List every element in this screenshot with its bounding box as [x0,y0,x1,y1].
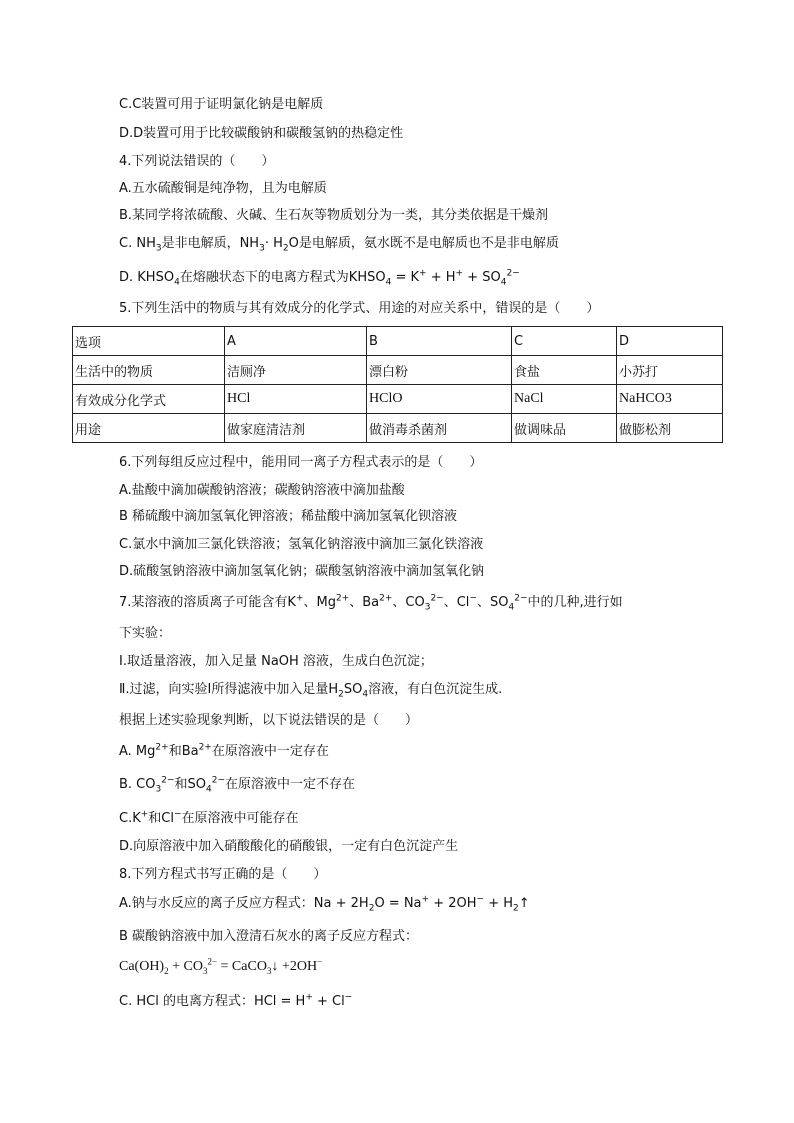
q8-option-a: A.钠与水反应的离子反应方程式：$Na + 2H_2O = Na^+ + 2OH^-$ + $H_2↑$ [119,894,530,914]
q7-option-c: C.K+和Cl−在原溶液中可能存在 [119,809,299,826]
table-cell: 做消毒杀菌剂 [367,414,512,443]
table-row [73,414,723,443]
table-cell: B [367,327,512,356]
q7-question: 根据上述实验现象判断，以下说法错误的是（ ） [119,713,419,728]
question-7: 7.某溶液的溶质离子可能含有K+、$Mg^{2+}$、$Ba^{2+}$、$CO_3^{2-}$、Cl−、$SO_4^{2-}$中的几种,进行如 [119,593,623,613]
question-6: 6.下列每组反应过程中，能用同一离子方程式表示的是（ ） [119,455,483,470]
q6-option-a: A.盐酸中滴加碳酸钠溶液；碳酸钠溶液中滴加盐酸 [119,483,405,498]
table-cell: D [617,327,723,356]
q3-option-c: C.C装置可用于证明氯化钠是电解质 [119,97,324,112]
table-row [73,385,723,414]
table-cell: NaHCO3 [617,385,723,414]
q7-experiment-1: Ⅰ.取适量溶液，加入足量 NaOH 溶液，生成白色沉淀； [119,654,433,669]
table-cell: 食盐 [512,356,617,385]
q4-option-b: B.某同学将浓硫酸、火碱、生石灰等物质划分为一类，其分类依据是干燥剂 [119,208,549,223]
q7-option-a: A. $Mg^{2+}$和$Ba^{2+}$在原溶液中一定存在 [119,742,329,759]
table-cell: C [512,327,617,356]
q7-continuation: 下实验： [119,626,172,641]
table-cell: 漂白粉 [367,356,512,385]
table-cell: 生活中的物质 [73,356,225,385]
table-cell: 选项 [73,327,225,356]
question-8: 8.下列方程式书写正确的是（ ） [119,867,327,882]
q4-option-c: C. $NH_3$是非电解质，$NH_3\cdot H_2O$是电解质，氨水既不是电解质也不是非电解质 [119,236,559,254]
table-cell: 做膨松剂 [617,414,723,443]
q4-option-d: D. $KHSO_4$在熔融状态下的电离方程式为$KHSO_4 = K^+ + H^+ + SO_4^{2-}$ [119,268,520,288]
table-row [73,356,723,385]
table-cell: HCl [225,385,367,414]
q8-option-b: B 碳酸钠溶液中加入澄清石灰水的离子反应方程式： [119,929,419,944]
q7-experiment-2: Ⅱ.过滤，向实验Ⅰ所得滤液中加入足量$H_2SO_4$溶液，有白色沉淀生成. [119,682,503,700]
q8-option-c: C. HCl 的电离方程式：HCl = H+ + Cl− [119,992,353,1009]
table-cell: 小苏打 [617,356,723,385]
q6-option-c: C.氯水中滴加三氯化铁溶液；氢氧化钠溶液中滴加三氯化铁溶液 [119,537,484,552]
table-cell: 有效成分化学式 [73,385,225,414]
table-cell: NaCl [512,385,617,414]
q3-option-d: D.D装置可用于比较碳酸钠和碳酸氢钠的热稳定性 [119,126,404,141]
q4-option-a: A.五水硫酸铜是纯净物，且为电解质 [119,181,327,196]
q8-option-b-equation: $Ca(OH)_2 + CO_3^{2-}$ = CaCO$_3$↓ +2OH− [119,956,323,976]
q6-option-d: D.硫酸氢钠溶液中滴加氢氧化钠；碳酸氢钠溶液中滴加氢氧化钠 [119,564,485,579]
q7-option-d: D.向原溶液中加入硝酸酸化的硝酸银，一定有白色沉淀产生 [119,839,459,854]
table-cell: A [225,327,367,356]
table-cell: HClO [367,385,512,414]
table-cell: 洁厕净 [225,356,367,385]
options-table [72,326,723,443]
table-cell: 做家庭清洁剂 [225,414,367,443]
q7-option-b: B. $CO_3^{2-}$和$SO_4^{2-}$在原溶液中一定不存在 [119,775,356,795]
question-4: 4.下列说法错误的（ ） [119,154,275,169]
table-cell: 用途 [73,414,225,443]
table-cell: 做调味品 [512,414,617,443]
question-5: 5.下列生活中的物质与其有效成分的化学式、用途的对应关系中，错误的是（ ） [119,301,600,316]
q6-option-b: B 稀硫酸中滴加氢氧化钾溶液；稀盐酸中滴加氢氧化钡溶液 [119,509,458,524]
table-row [73,327,723,356]
